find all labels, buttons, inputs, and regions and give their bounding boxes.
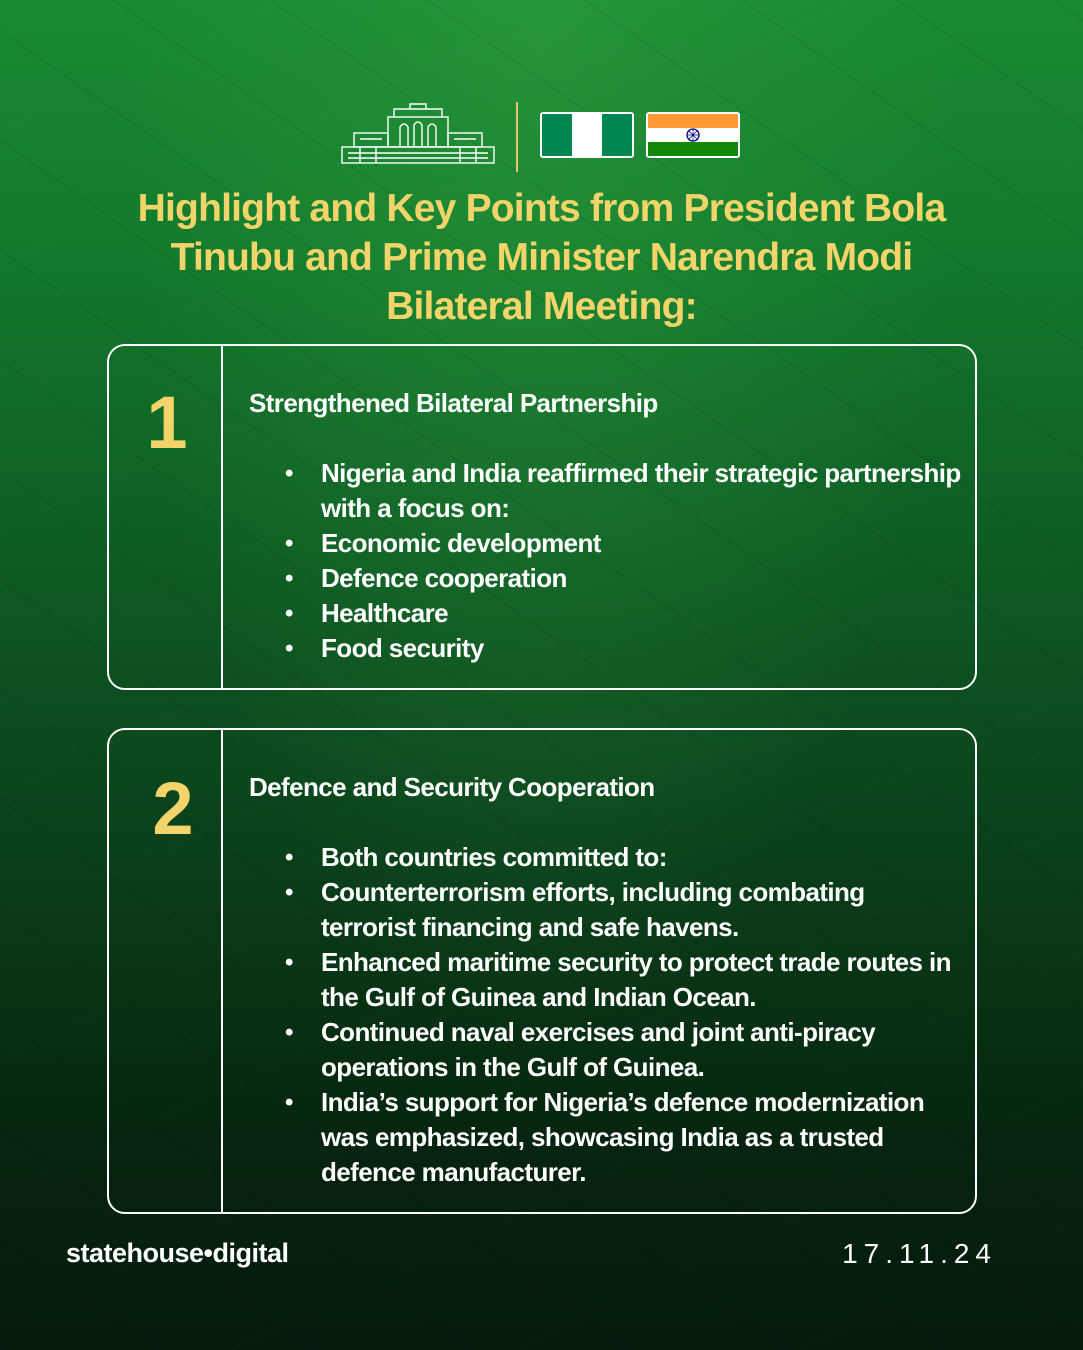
list-item: • Food security: [321, 631, 961, 666]
section-number: 2: [152, 767, 194, 850]
footer-date: 17.11.24: [842, 1238, 997, 1269]
nigeria-flag-green-left: [542, 114, 572, 156]
india-flag-saffron: [648, 114, 738, 128]
list-item: • Counterterrorism efforts, including combating terrorist financing and safe havens.: [321, 875, 961, 945]
list-item: • Nigeria and India reaffirmed their strategic partnership with a focus on:: [321, 456, 961, 526]
list-item: • Enhanced maritime security to protect trade routes in the Gulf of Guinea and Indian Ocean.: [321, 945, 961, 1015]
key-point-card-1: [107, 344, 977, 690]
section-heading: Defence and Security Cooperation: [249, 772, 655, 802]
section-number: 1: [146, 381, 188, 464]
list-item: • Economic development: [321, 526, 961, 561]
header: [0, 100, 1083, 174]
page-title: Highlight and Key Points from President Bola Tinubu and Prime Minister Narendra Modi Bilateral Meeting:: [137, 187, 946, 328]
list-item: • Healthcare: [321, 596, 961, 631]
bullet-list: [321, 456, 961, 666]
list-item: • Continued naval exercises and joint anti-piracy operations in the Gulf of Guinea.: [321, 1015, 961, 1085]
key-point-card-2: [107, 728, 977, 1214]
footer-brand: statehouse•digital: [66, 1238, 289, 1268]
section-heading: Strengthened Bilateral Partnership: [249, 388, 658, 418]
list-item: • Both countries committed to:: [321, 840, 961, 875]
ashoka-chakra-icon: [686, 128, 700, 142]
india-flag-white: [648, 128, 738, 142]
india-flag-green: [648, 142, 738, 156]
nigeria-flag: [540, 112, 634, 158]
nigeria-flag-green-right: [602, 114, 632, 156]
state-house-building-icon: [340, 103, 496, 165]
list-item: • Defence cooperation: [321, 561, 961, 596]
india-flag: [646, 112, 740, 158]
list-item: • India’s support for Nigeria’s defence modernization was emphasized, showcasing India as a trusted defence manufacturer.: [321, 1085, 961, 1190]
bullet-list: [321, 840, 961, 1190]
header-divider: [516, 102, 518, 172]
nigeria-flag-white: [572, 114, 602, 156]
